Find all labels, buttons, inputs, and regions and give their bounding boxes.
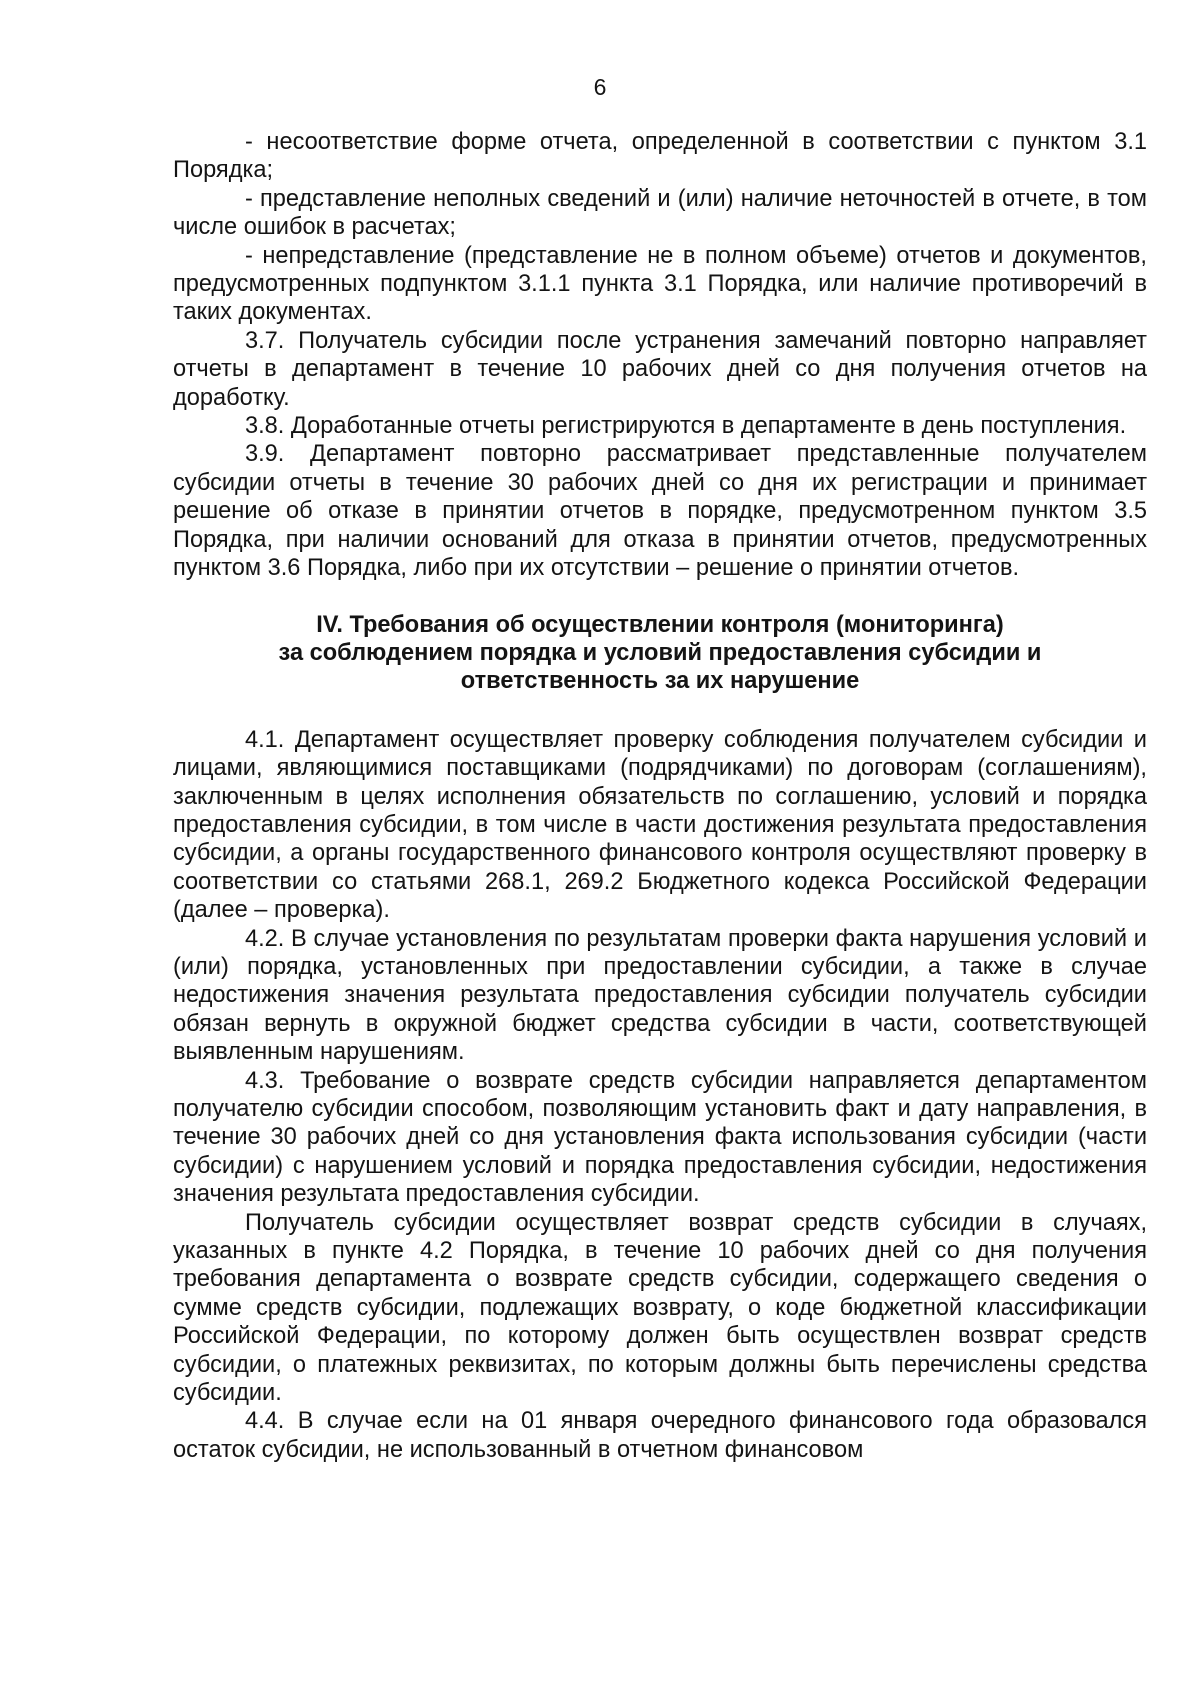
section-heading-iv	[173, 611, 1147, 696]
paragraph-incomplete-info: - представление неполных сведений и (или) наличие неточностей в отчете, в том числе ошибок в расчетах;	[173, 185, 1147, 241]
page-number: 6	[593, 74, 607, 100]
paragraph-3-9: 3.9. Департамент повторно рассматривает представленные получателем субсидии отчеты в течение 30 рабочих дней со дня их регистрации и принимает решение об отказе в принятии отчетов в порядке, предусмотренном пунктом 3.5 Порядка, при наличии оснований для отказа в принятии отчетов, предусмотренных пунктом 3.6 Порядка, либо при их отсутствии – решение о принятии отчетов.	[173, 441, 1147, 582]
section-heading-line-2: за соблюдением порядка и условий предоставления субсидии и	[278, 639, 1042, 666]
paragraph-3-7: 3.7. Получатель субсидии после устранения замечаний повторно направляет отчеты в департамент в течение 10 рабочих дней со дня получения отчетов на доработку.	[173, 327, 1147, 411]
paragraph-4-4: 4.4. В случае если на 01 января очередного финансового года образовался остаток субсидии, не использованный в отчетном финансовом	[173, 1408, 1147, 1463]
paragraph-4-3: 4.3. Требование о возврате средств субсидии направляется департаментом получателю субсидии способом, позволяющим установить факт и дату направления, в течение 30 рабочих дней со дня установления факта использования субсидии (части субсидии) с нарушением условий и порядка предоставления субсидии, недостижения значения результата предоставления субсидии.	[173, 1067, 1147, 1208]
document-body	[173, 128, 1147, 1464]
section-heading-line-3: ответственность за их нарушение	[460, 668, 860, 695]
paragraph-4-2: 4.2. В случае установления по результатам проверки факта нарушения условий и (или) порядка, установленных при предоставлении субсидии, а также в случае недостижения значения результата предоставления субсидии получатель субсидии обязан вернуть в окружной бюджет средства субсидии в части, соответствующей выявленным нарушениям.	[173, 925, 1147, 1066]
paragraph-refund-procedure: Получатель субсидии осуществляет возврат средств субсидии в случаях, указанных в пункте 4.2 Порядка, в течение 10 рабочих дней со дня получения требования департамента о возврате средств субсидии, содержащего сведения о сумме средств субсидии, подлежащих возврату, о коде бюджетной классификации Российской Федерации, по которому должен быть осуществлен возврат средств субсидии, о платежных реквизитах, по которым должны быть перечислены средства субсидии.	[173, 1209, 1147, 1407]
section-heading-line-1: IV. Требования об осуществлении контроля (мониторинга)	[316, 611, 1004, 638]
paragraph-3-8: 3.8. Доработанные отчеты регистрируются в департаменте в день поступления.	[245, 413, 1127, 440]
paragraph-non-submission: - непредставление (представление не в полном объеме) отчетов и документов, предусмотренных подпунктом 3.1.1 пункта 3.1 Порядка, или наличие противоречий в таких документах.	[173, 242, 1147, 326]
paragraph-non-compliance-form: - несоответствие форме отчета, определенной в соответствии с пунктом 3.1 Порядка;	[173, 129, 1147, 184]
paragraph-4-1: 4.1. Департамент осуществляет проверку соблюдения получателем субсидии и лицами, являющимися поставщиками (подрядчиками) по договорам (соглашениям), заключенным в целях исполнения обязательств по соглашению, условий и порядка предоставления субсидии, в том числе в части достижения результата предоставления субсидии, а органы государственного финансового контроля осуществляют проверку в соответствии со статьями 268.1, 269.2 Бюджетного кодекса Российской Федерации (далее – проверка).	[173, 726, 1147, 924]
